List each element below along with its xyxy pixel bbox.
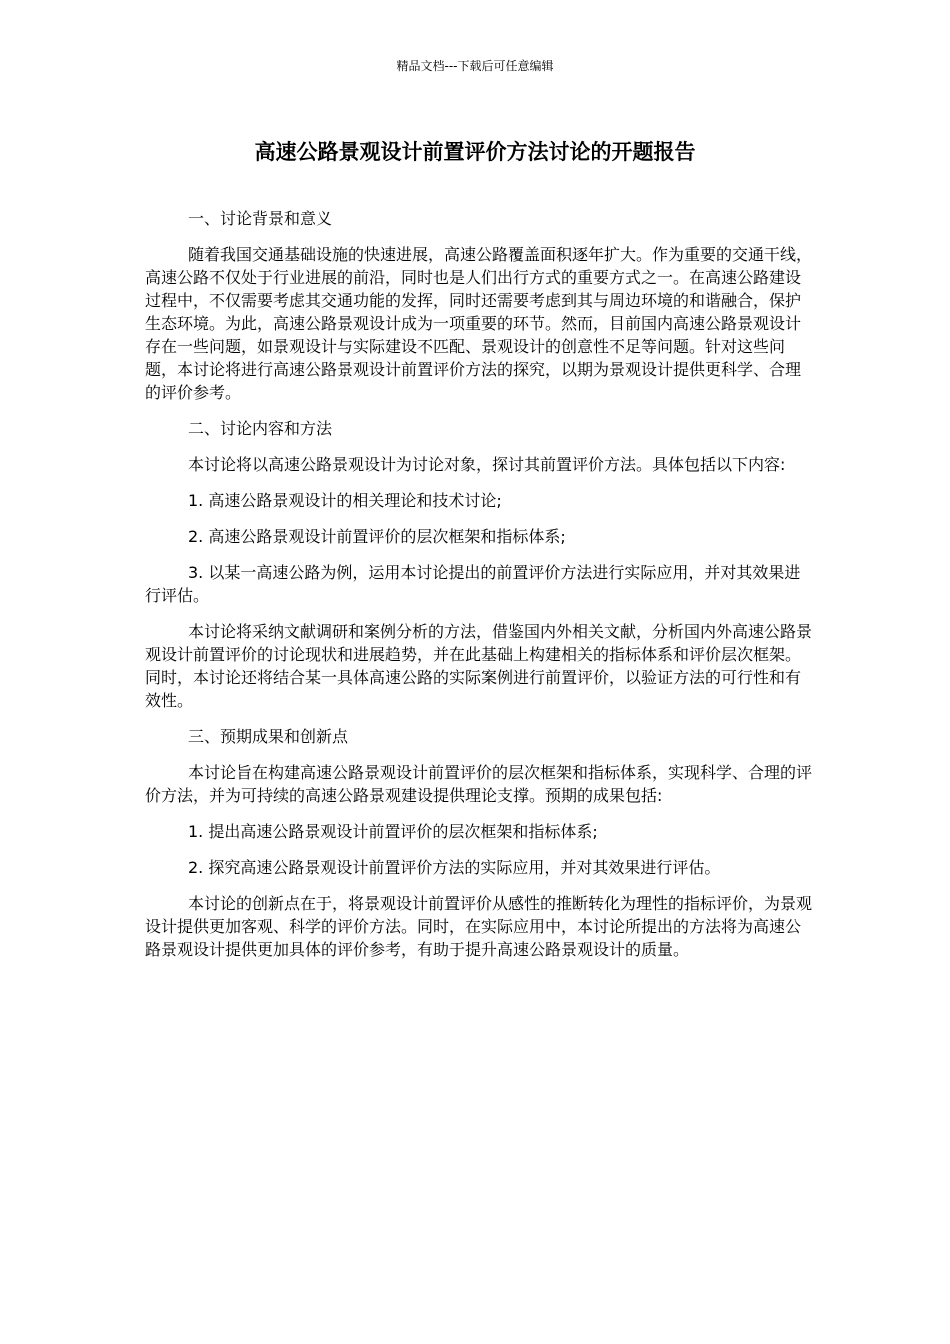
list-item-content-1: 1. 高速公路景观设计的相关理论和技术讨论; bbox=[188, 491, 502, 510]
paragraph-method: 本讨论将采纳文献调研和案例分析的方法，借鉴国内外相关文献，分析国内外高速公路景观设计前置评价的讨论现状和进展趋势，并在此基础上构建相关的指标体系和评价层次框架。同时，本讨论还将结合某一具体高速公路的实际案例进行前置评价，以验证方法的可行性和有效性。 bbox=[145, 622, 813, 710]
paragraph-innovation: 本讨论的创新点在于，将景观设计前置评价从感性的推断转化为理性的指标评价，为景观设计提供更加客观、科学的评价方法。同时，在实际应用中，本讨论所提出的方法将为高速公路景观设计提供更加具体的评价参考，有助于提升高速公路景观设计的质量。 bbox=[145, 894, 813, 959]
list-item-content-3: 3. 以某一高速公路为例，运用本讨论提出的前置评价方法进行实际应用，并对其效果进行评估。 bbox=[145, 563, 801, 605]
document-body bbox=[145, 207, 813, 974]
page-header: 精品文档---下载后可任意编辑 bbox=[396, 59, 554, 73]
list-item-content-2: 2. 高速公路景观设计前置评价的层次框架和指标体系; bbox=[188, 527, 566, 546]
section-heading-results-innovation: 三、预期成果和创新点 bbox=[188, 727, 349, 746]
list-item-result-1: 1. 提出高速公路景观设计前置评价的层次框架和指标体系; bbox=[188, 822, 598, 841]
document-title: 高速公路景观设计前置评价方法讨论的开题报告 bbox=[254, 140, 696, 164]
paragraph-content-intro: 本讨论将以高速公路景观设计为讨论对象，探讨其前置评价方法。具体包括以下内容: bbox=[188, 455, 786, 474]
section-heading-background: 一、讨论背景和意义 bbox=[188, 209, 333, 228]
list-item-result-2: 2. 探究高速公路景观设计前置评价方法的实际应用，并对其效果进行评估。 bbox=[188, 858, 721, 877]
paragraph-background: 随着我国交通基础设施的快速进展，高速公路覆盖面积逐年扩大。作为重要的交通干线，高速公路不仅处于行业进展的前沿，同时也是人们出行方式的重要方式之一。在高速公路建设过程中，不仅需要考虑其交通功能的发挥，同时还需要考虑到其与周边环境的和谐融合，保护生态环境。为此，高速公路景观设计成为一项重要的环节。然而，目前国内高速公路景观设计存在一些问题，如景观设计与实际建设不匹配、景观设计的创意性不足等问题。针对这些问题，本讨论将进行高速公路景观设计前置评价方法的探究，以期为景观设计提供更科学、合理的评价参考。 bbox=[145, 245, 813, 402]
paragraph-results-intro: 本讨论旨在构建高速公路景观设计前置评价的层次框架和指标体系，实现科学、合理的评价方法，并为可持续的高速公路景观建设提供理论支撑。预期的成果包括: bbox=[145, 763, 813, 805]
section-heading-content-method: 二、讨论内容和方法 bbox=[188, 419, 333, 438]
